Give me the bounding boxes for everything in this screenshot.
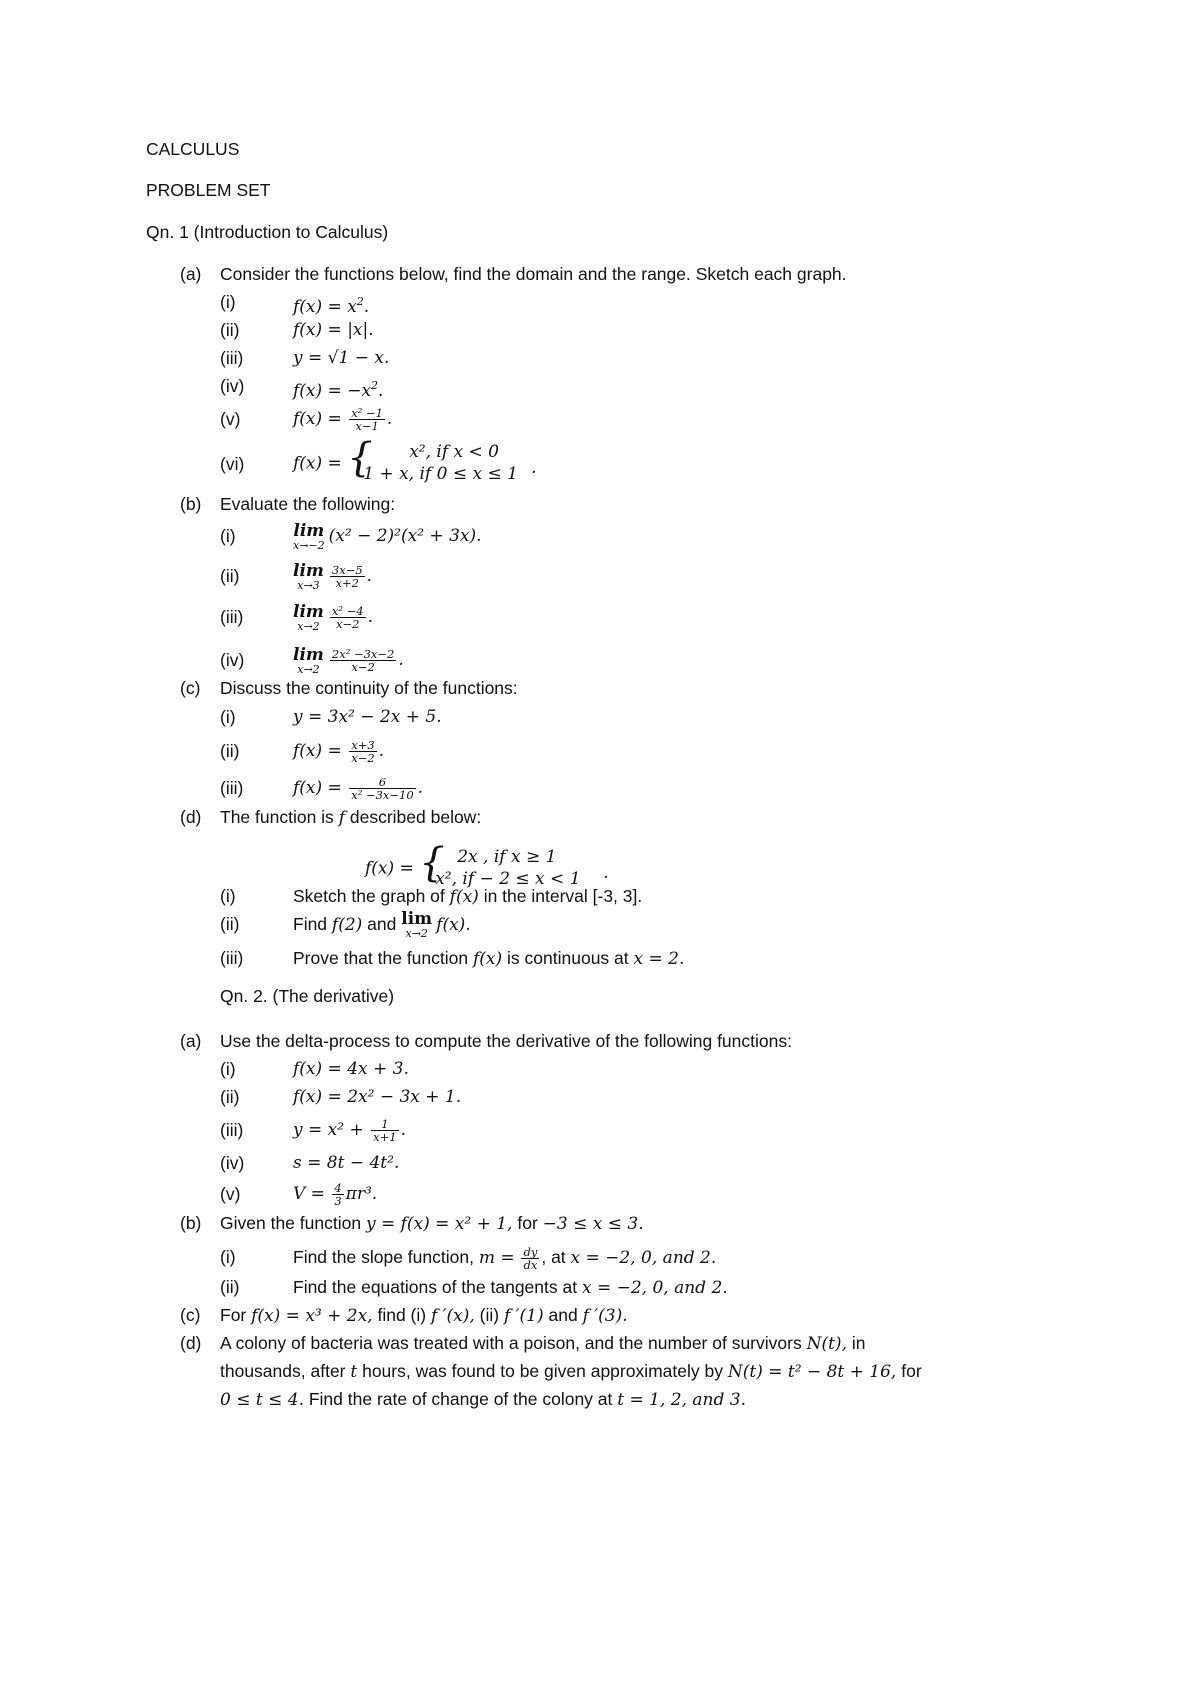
item-label: (vi) bbox=[220, 454, 245, 474]
item-label: (v) bbox=[220, 1184, 241, 1204]
math-expression: lim x→2 $\frac{\text{x² −4}}{x-2}$ . bbox=[293, 601, 374, 633]
part-label: (d) bbox=[180, 1333, 202, 1353]
qn1-a-item bbox=[180, 405, 1080, 433]
math-expression: y = x² + $\frac{1}{x+1}$ . bbox=[293, 1116, 406, 1144]
part-label: (a) bbox=[180, 264, 202, 284]
item-label: (i) bbox=[220, 1059, 236, 1079]
qn1-c-item bbox=[180, 737, 1080, 765]
math-expression: f(x) = |x|. bbox=[293, 320, 374, 340]
qn2-a bbox=[180, 1027, 1080, 1055]
item-label: (iv) bbox=[220, 650, 245, 670]
qn1-a-item bbox=[180, 435, 1080, 484]
item-label: (iii) bbox=[220, 778, 244, 798]
part-text: Discuss the continuity of the functions: bbox=[220, 678, 518, 698]
part-label: (c) bbox=[180, 678, 201, 698]
limit-operator: lim x→3 bbox=[293, 560, 324, 592]
item-label: (ii) bbox=[220, 566, 240, 586]
qn1-b-item bbox=[180, 603, 1080, 631]
item-label: (iv) bbox=[220, 376, 245, 396]
piecewise-cases: { x², if x < 0 1 + x, if 0 ≤ x ≤ 1 . bbox=[347, 435, 537, 484]
item-label: (i) bbox=[220, 886, 236, 906]
item-text: Find the slope function, m = $\frac{dy}{dx}$ , at x = −2, 0, and 2. bbox=[293, 1244, 717, 1272]
qn1-heading: Qn. 1 (Introduction to Calculus) bbox=[146, 222, 389, 242]
part-text: Use the delta-process to compute the derivative of the following functions: bbox=[220, 1031, 792, 1051]
doc-subtitle: PROBLEM SET bbox=[146, 180, 271, 200]
qn1-a-item bbox=[180, 288, 1080, 316]
part-label: (a) bbox=[180, 1031, 202, 1051]
limit-operator: lim x→2 bbox=[293, 601, 324, 633]
math-expression: $f(x) = x^2$. bbox=[293, 295, 370, 317]
qn1-c-item bbox=[180, 703, 1080, 731]
fraction: $\frac{x+3}{x-2}$ bbox=[351, 737, 375, 765]
fraction: $\frac{6}{\text{x² −3x−10}}$ bbox=[351, 774, 414, 802]
qn1-d-item bbox=[180, 909, 1080, 941]
limit-operator: lim x→2 bbox=[293, 644, 324, 676]
qn2-d bbox=[180, 1329, 1080, 1419]
qn1-b-item bbox=[180, 522, 1080, 550]
item-label: (iii) bbox=[220, 348, 244, 368]
qn1-b bbox=[180, 490, 1080, 518]
qn1-c bbox=[180, 674, 1080, 702]
fraction: $\frac{\text{x² −1}}{x-1}$ bbox=[351, 405, 383, 433]
math-expression: f(x) = $\frac{x+3}{x-2}$ . bbox=[293, 737, 385, 765]
part-text: The function is f described below: bbox=[220, 807, 482, 828]
item-label: (ii) bbox=[220, 1087, 240, 1107]
fraction: $\frac{1}{x+1}$ bbox=[373, 1116, 397, 1144]
part-text: Evaluate the following: bbox=[220, 494, 396, 514]
limit-operator: lim x→2 bbox=[401, 909, 433, 941]
item-text: Find f(2) and lim x→2 f(x). bbox=[293, 909, 471, 941]
math-expression: f(x) = 4x + 3. bbox=[293, 1059, 409, 1079]
math-expression: V = $\frac{4}{3}$ πr³. bbox=[293, 1180, 378, 1208]
limit-operator: lim x→−2 bbox=[293, 520, 325, 552]
fraction: $\frac{3x-5}{x+2}$ bbox=[331, 562, 363, 590]
part-text: Given the function y = f(x) = x² + 1, for −3 ≤ x ≤ 3. bbox=[220, 1213, 644, 1234]
qn2-b bbox=[180, 1209, 1080, 1237]
qn2-a-item bbox=[180, 1055, 1080, 1083]
math-expression: s = 8t − 4t². bbox=[293, 1153, 400, 1173]
qn2-b-item bbox=[180, 1273, 1080, 1301]
part-text: Consider the functions below, find the domain and the range. Sketch each graph. bbox=[220, 264, 847, 284]
part-text: For f(x) = x³ + 2x, find (i) f ′(x), (ii) f ′(1) and f ′(3). bbox=[220, 1305, 628, 1326]
item-label: (ii) bbox=[220, 741, 240, 761]
qn1-a-item bbox=[180, 316, 1080, 344]
math-expression: $f(x) = -x^2$. bbox=[293, 379, 384, 401]
math-expression: y = √1 − x. bbox=[293, 348, 390, 368]
qn2-c bbox=[180, 1301, 1080, 1329]
qn1-d-item bbox=[180, 944, 1080, 972]
math-expression: f(x) = { 2x , if x ≥ 1 x², if − 2 ≤ x < 1 . bbox=[365, 846, 619, 892]
fraction: $\frac{dy}{dx}$ bbox=[523, 1244, 538, 1272]
item-text: Sketch the graph of f(x) in the interval [-3, 3]. bbox=[293, 886, 643, 907]
item-text: Find the equations of the tangents at x = −2, 0, and 2. bbox=[293, 1277, 728, 1298]
item-label: (iv) bbox=[220, 1153, 245, 1173]
item-label: (i) bbox=[220, 1247, 236, 1267]
math-expression: lim x→−2 (x² − 2)²(x² + 3x). bbox=[293, 520, 482, 552]
item-label: (iii) bbox=[220, 1120, 244, 1140]
item-label: (ii) bbox=[220, 320, 240, 340]
item-text: Prove that the function f(x) is continuous at x = 2. bbox=[293, 948, 685, 969]
qn1-a bbox=[180, 260, 1080, 288]
math-expression: f(x) = 2x² − 3x + 1. bbox=[293, 1087, 462, 1107]
part-label: (b) bbox=[180, 1213, 202, 1233]
qn2-a-item bbox=[180, 1149, 1080, 1177]
math-expression: lim x→2 $\frac{\text{2x² −3x−2}}{x-2}$ . bbox=[293, 644, 404, 676]
fraction: $\frac{4}{3}$ bbox=[334, 1180, 342, 1208]
qn1-d-definition bbox=[365, 840, 765, 889]
math-expression: f(x) = $\frac{6}{\text{x² −3x−10}}$ . bbox=[293, 774, 424, 802]
piecewise-cases: { 2x , if x ≥ 1 x², if − 2 ≤ x < 1 . bbox=[419, 840, 609, 889]
fraction: $\frac{\text{2x² −3x−2}}{x-2}$ bbox=[331, 646, 395, 674]
qn2-b-item bbox=[180, 1243, 1080, 1271]
qn2-a-item bbox=[180, 1116, 1080, 1144]
part-label: (c) bbox=[180, 1305, 201, 1325]
item-label: (i) bbox=[220, 526, 236, 546]
qn2-a-item bbox=[180, 1180, 1080, 1208]
math-expression: f(x) = { x², if x < 0 1 + x, if 0 ≤ x ≤ 1 . bbox=[293, 441, 547, 487]
item-label: (v) bbox=[220, 409, 241, 429]
item-label: (i) bbox=[220, 292, 236, 312]
qn1-a-item bbox=[180, 344, 1080, 372]
qn1-b-item bbox=[180, 646, 1080, 674]
part-label: (b) bbox=[180, 494, 202, 514]
math-expression: f(x) = $\frac{\text{x² −1}}{x-1}$ . bbox=[293, 405, 393, 433]
part-text-line: A colony of bacteria was treated with a poison, and the number of survivors N(t), in bbox=[220, 1333, 866, 1354]
part-text-line: thousands, after t hours, was found to be given approximately by N(t) = t² − 8t + 16, for bbox=[220, 1361, 922, 1382]
fraction: $\frac{\text{x² −4}}{x-2}$ bbox=[331, 603, 364, 631]
math-expression: lim x→3 $\frac{3x-5}{x+2}$ . bbox=[293, 560, 373, 592]
item-label: (i) bbox=[220, 707, 236, 727]
item-label: (ii) bbox=[220, 1277, 240, 1297]
qn1-b-item bbox=[180, 562, 1080, 590]
qn1-d bbox=[180, 803, 1080, 831]
qn1-c-item bbox=[180, 774, 1080, 802]
qn1-d-item bbox=[180, 882, 1080, 910]
math-expression: y = 3x² − 2x + 5. bbox=[293, 707, 442, 727]
part-label: (d) bbox=[180, 807, 202, 827]
item-label: (ii) bbox=[220, 914, 240, 934]
item-label: (iii) bbox=[220, 948, 244, 968]
doc-title: CALCULUS bbox=[146, 139, 240, 159]
part-text-line: 0 ≤ t ≤ 4. Find the rate of change of the colony at t = 1, 2, and 3. bbox=[220, 1389, 747, 1410]
item-label: (iii) bbox=[220, 607, 244, 627]
qn2-heading: Qn. 2. (The derivative) bbox=[220, 986, 395, 1006]
qn1-a-item bbox=[180, 372, 1080, 400]
qn2-a-item bbox=[180, 1083, 1080, 1111]
